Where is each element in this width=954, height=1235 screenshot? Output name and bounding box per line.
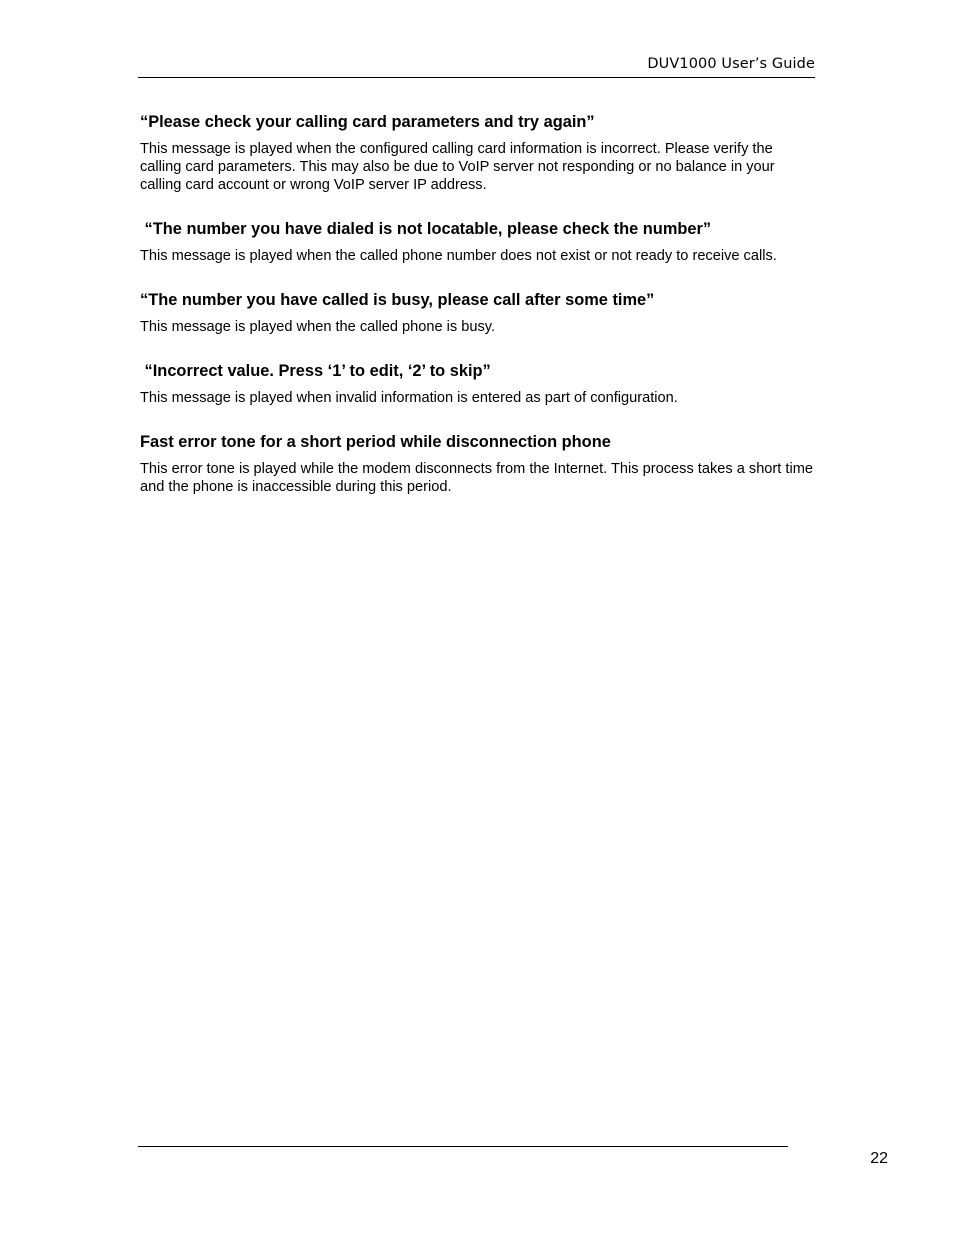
message-section-calling-card: [140, 112, 816, 194]
section-body: This message is played when invalid information is entered as part of configuration.: [140, 390, 678, 406]
section-body: This message is played when the called phone is busy.: [140, 319, 496, 335]
page-content: [140, 112, 816, 521]
footer-divider: [138, 1146, 788, 1147]
message-section-error-tone: [140, 432, 816, 496]
message-section-busy: [140, 290, 816, 336]
section-heading: “The number you have called is busy, please call after some time”: [140, 291, 655, 309]
section-heading: Fast error tone for a short period while disconnection phone: [140, 433, 611, 451]
section-heading: “The number you have dialed is not locatable, please check the number”: [140, 220, 712, 238]
page-number: 22: [870, 1150, 888, 1167]
running-header-title: DUV1000 User’s Guide: [647, 56, 815, 72]
section-body: This message is played when the configured calling card information is incorrect. Please verify the calling card parameters. This may also be due to VoIP server not responding or no balance in your calling card account or wrong VoIP server IP address.: [140, 141, 775, 193]
section-heading: “Please check your calling card parameters and try again”: [140, 113, 595, 131]
header-divider: [138, 77, 815, 78]
section-body: This message is played when the called phone number does not exist or not ready to receive calls.: [140, 248, 777, 264]
section-body: This error tone is played while the modem disconnects from the Internet. This process takes a short time and the phone is inaccessible during this period.: [140, 461, 813, 495]
section-heading: “Incorrect value. Press ‘1’ to edit, ‘2’ to skip”: [140, 362, 491, 380]
message-section-not-locatable: [140, 219, 816, 265]
message-section-incorrect-value: [140, 361, 816, 407]
